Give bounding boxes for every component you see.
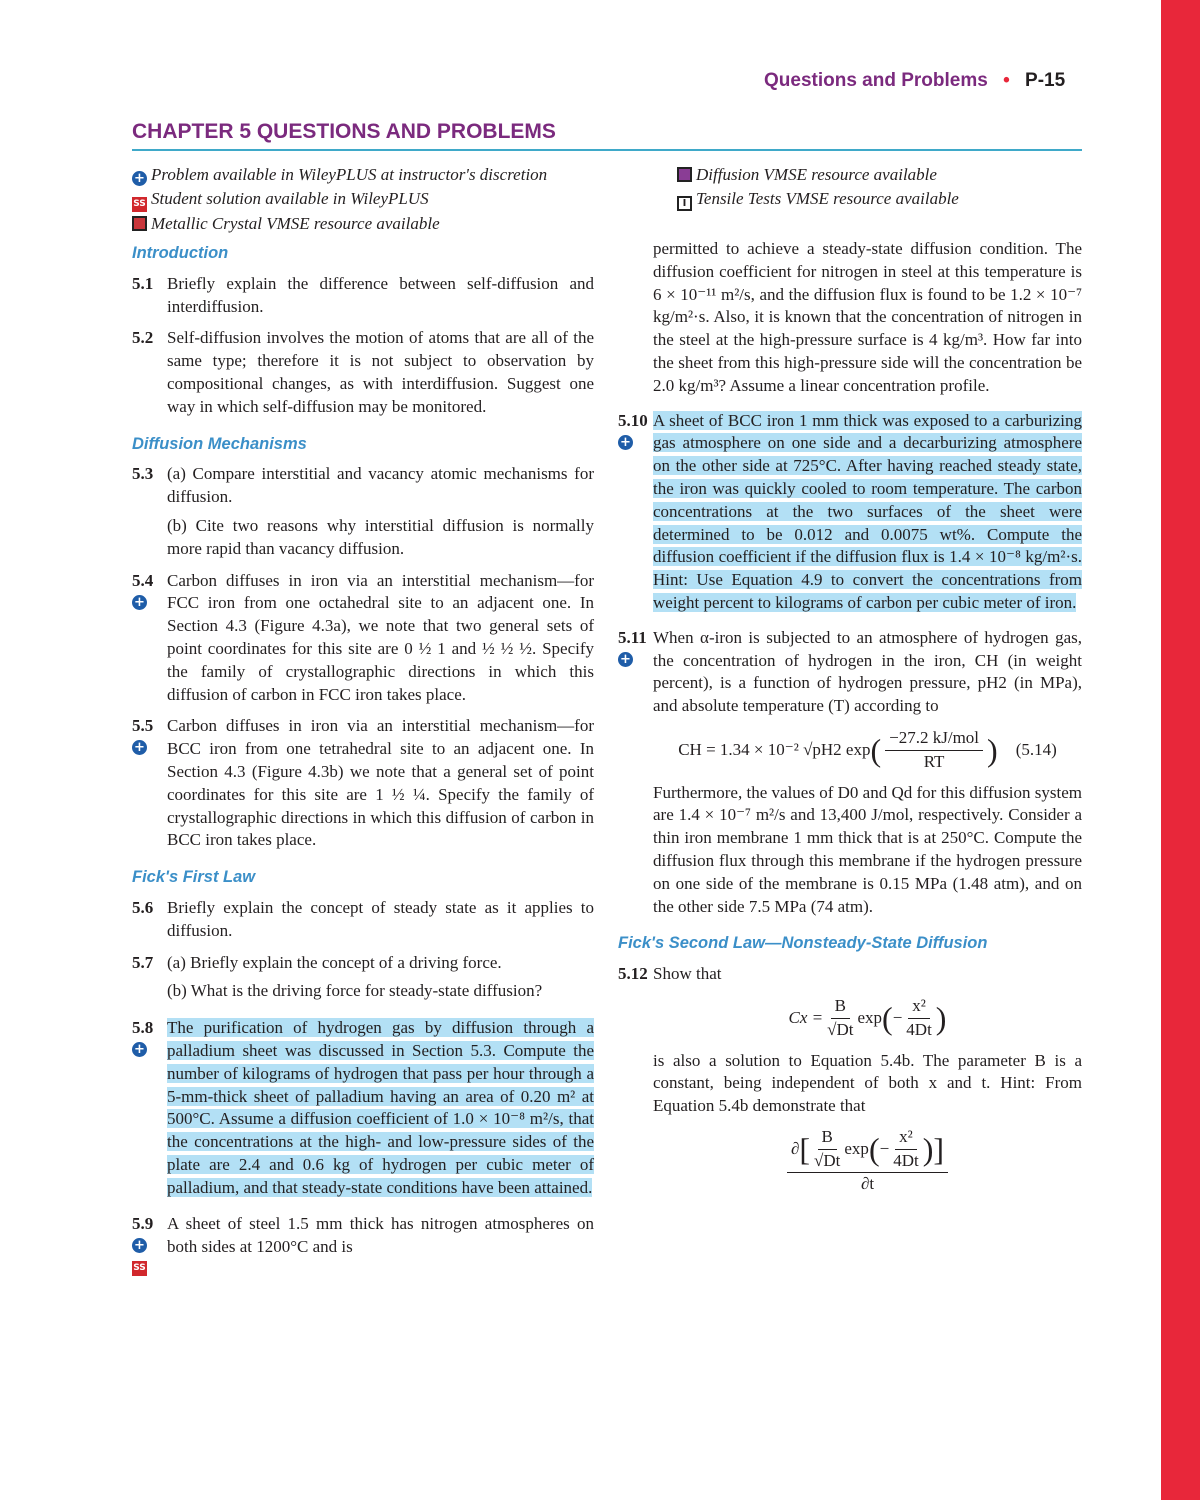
hint-denominator: ∂t	[860, 1174, 875, 1194]
ss-icon: SS	[132, 197, 147, 212]
problem-text: Briefly explain the difference between self-diffusion and interdiffusion.	[167, 273, 594, 316]
numerator: −27.2 kJ/mol	[885, 727, 983, 751]
problem-part-a: (a) Compare interstitial and vacancy atomic mechanisms for diffusion.	[167, 464, 594, 507]
problem-5-4	[132, 570, 594, 707]
equation-fraction-2	[906, 995, 932, 1042]
section-introduction: Introduction	[132, 244, 229, 262]
problem-5-12	[618, 963, 1082, 986]
legend-ss	[132, 187, 547, 212]
section-diffusion-mechanisms: Diffusion Mechanisms	[132, 434, 307, 453]
numerator: B	[818, 1126, 837, 1150]
page-edge-bar	[1161, 0, 1200, 1500]
problem-5-11	[618, 627, 1082, 718]
problem-number: 5.2	[132, 328, 154, 348]
problem-part-b: (b) Cite two reasons why interstitial diffusion is normally more rapid than vacancy diffusion.	[167, 515, 594, 558]
section-ficks-first-law: Fick's First Law	[132, 868, 256, 887]
equation-fraction	[885, 727, 983, 774]
paren-close: )	[935, 1000, 947, 1037]
paren-close: )	[987, 732, 998, 769]
legend-right	[677, 163, 959, 211]
equation-5-14	[653, 727, 1082, 774]
problem-number: 5.1	[132, 273, 154, 293]
legend-ss-text: Student solution available in WileyPLUS	[151, 189, 429, 208]
problem-number: 5.11	[618, 627, 647, 647]
running-head-bullet: •	[1003, 70, 1010, 91]
denominator: √Dt	[827, 1019, 854, 1039]
diffusion-icon	[677, 167, 692, 182]
problem-number: 5.4	[132, 570, 154, 590]
equation-lhs: Cx =	[788, 1007, 824, 1027]
tensile-icon: I	[677, 196, 692, 211]
problem-text: Self-diffusion involves the motion of atoms that are all of the same type; therefore it is not subject to observation by compositional changes, as with interdiffusion. Suggest one way in which self-diffusion may be monitored.	[167, 328, 594, 416]
hint-fraction-2	[893, 1126, 919, 1173]
problem-text: A sheet of steel 1.5 mm thick has nitrogen atmospheres on both sides at 1200°C and is	[167, 1214, 594, 1257]
problem-number: 5.8	[132, 1018, 154, 1038]
denominator: 4Dt	[893, 1150, 919, 1170]
right-column	[618, 238, 1082, 1204]
paren-open: (	[868, 1131, 880, 1168]
numerator: x²	[908, 995, 930, 1019]
denominator: 4Dt	[906, 1019, 932, 1039]
problem-5-5	[132, 715, 594, 852]
legend-diffusion	[677, 163, 959, 187]
problem-text: Briefly explain the concept of steady state as it applies to diffusion.	[167, 897, 594, 940]
equation-tag: (5.14)	[1015, 739, 1057, 759]
plus-icon: +	[618, 652, 633, 667]
legend-crystal-text: Metallic Crystal VMSE resource available	[151, 214, 440, 233]
plus-icon: +	[132, 740, 147, 755]
legend-plus	[132, 163, 547, 187]
bracket-open: [	[799, 1131, 811, 1168]
paren-open: (	[882, 1000, 893, 1037]
section-ficks-second-law: Fick's Second Law—Nonsteady-State Diffusion	[618, 934, 988, 953]
plus-icon: +	[132, 1238, 147, 1253]
left-column	[132, 238, 594, 1274]
ss-icon: SS	[132, 1261, 147, 1276]
problem-5-12-continued: is also a solution to Equation 5.4b. The parameter B is a constant, being independent of both x and t. Hint: From Equation 5.4b demonstrate that	[653, 1050, 1082, 1116]
problem-number: 5.3	[132, 464, 154, 484]
legend-tensile-text: Tensile Tests VMSE resource available	[696, 189, 959, 208]
problem-number: 5.7	[132, 952, 154, 972]
problem-5-9	[132, 1213, 594, 1274]
crystal-icon	[132, 216, 147, 231]
running-head-section: Questions and Problems	[764, 70, 988, 91]
plus-icon: +	[618, 435, 633, 450]
numerator: B	[831, 995, 850, 1019]
numerator: x²	[895, 1126, 917, 1150]
problem-5-9-continued: permitted to achieve a steady-state diffusion condition. The diffusion coefficient for nitrogen in steel at this temperature is 6 × 10⁻¹¹ m²/s, and the diffusion flux is found to be 1.2 × 10⁻⁷ kg/m²·s. Also, it is known that the concentration of nitrogen in the steel at the high-pressure surface is 4 kg/m³. How far into the sheet from this high-pressure side will the concentration be 2.0 kg/m³? Assume a linear concentration profile.	[653, 239, 1082, 395]
legend-diffusion-text: Diffusion VMSE resource available	[696, 165, 937, 184]
problem-number: 5.5	[132, 716, 154, 736]
running-head	[764, 70, 1065, 92]
legend-left	[132, 163, 547, 236]
problem-5-2	[132, 327, 594, 418]
problem-part-a: (a) Briefly explain the concept of a driving force.	[167, 952, 502, 972]
problem-5-1	[132, 273, 594, 319]
problem-5-7	[132, 952, 594, 1004]
equation-cx: Cx = $\frac{B}{√Dt}$ exp ( − $\frac{\text{x²}}{4Dt}$ )	[653, 995, 1082, 1042]
plus-icon: +	[132, 171, 147, 186]
problem-5-6	[132, 897, 594, 943]
plus-icon: +	[132, 1042, 147, 1057]
problem-5-10	[618, 410, 1082, 615]
problem-text-highlighted: A sheet of BCC iron 1 mm thick was exposed to a carburizing gas atmosphere on one side and a decarburizing atmosphere on the other side at 725°C. After having reached steady state, the iron was quickly cooled to room temperature. The carbon concentrations at the two surfaces of the sheet were determined to be 0.012 and 0.0075 wt%. Compute the diffusion coefficient if the diffusion flux is 1.4 × 10⁻⁸ kg/m²·s. Hint: Use Equation 4.9 to convert the concentrations from weight percent to kilograms of carbon per cubic meter of iron.	[653, 410, 1082, 612]
numerator-text: 27.2 kJ/mol	[898, 727, 980, 747]
problem-text: When α-iron is subjected to an atmosphere of hydrogen gas, the concentration of hydrogen in the iron, CH (in weight percent), is a function of hydrogen pressure, pH2 (in MPa), and absolute temperature (T) according to	[653, 627, 1082, 716]
problem-text: Carbon diffuses in iron via an interstitial mechanism—for BCC iron from one tetrahedral site to an adjacent one. In Section 4.3 (Figure 4.3b) we note that a general set of point coordinates for this site are 1 ½ ¼. Specify the family of crystallographic directions in which this diffusion of carbon in BCC iron takes place.	[167, 716, 594, 850]
problem-part-b: (b) What is the driving force for steady-state diffusion?	[167, 981, 543, 1001]
hint-numerator: ∂ [ $\frac{B}{√Dt}$ exp ( − $\frac{\text{x²}}{4Dt}$ ) ]	[787, 1126, 948, 1174]
chapter-title: CHAPTER 5 QUESTIONS AND PROBLEMS	[132, 120, 556, 143]
denominator: RT	[923, 751, 945, 771]
hint-fraction-1	[814, 1126, 840, 1173]
exp-label: exp	[857, 1007, 883, 1027]
equation-lhs: CH = 1.34 × 10⁻² √pH2 exp	[678, 739, 871, 759]
paren-open: (	[870, 732, 882, 769]
problem-number: 5.10	[618, 410, 648, 430]
problem-number: 5.6	[132, 897, 154, 917]
legend-plus-text: Problem available in WileyPLUS at instructor's discretion	[151, 165, 548, 184]
problem-5-11-continued: Furthermore, the values of D0 and Qd for this diffusion system are 1.4 × 10⁻⁷ m²/s and 13,400 J/mol, respectively. Consider a thin iron membrane 1 mm thick that is at 250°C. Compute the diffusion flux through this membrane if the hydrogen pressure on one side of the membrane is 0.15 MPa (1.48 atm), and on the other side 7.5 MPa (74 atm).	[653, 782, 1082, 916]
equation-fraction-1	[827, 995, 853, 1042]
partial-symbol: ∂	[790, 1138, 800, 1158]
exp-label: exp	[844, 1138, 869, 1158]
legend-crystal	[132, 212, 547, 236]
bracket-close: ]	[933, 1131, 944, 1168]
paren-close: )	[922, 1131, 934, 1168]
denominator: √Dt	[814, 1150, 841, 1170]
problem-text: Show that	[653, 964, 722, 984]
problem-text-highlighted: The purification of hydrogen gas by diffusion through a palladium sheet was discussed in Section 5.3. Compute the number of kilograms of hydrogen that pass per hour through a 5-mm-thick sheet of palladium having an area of 0.20 m² at 500°C. Assume a diffusion coefficient of 1.0 × 10⁻⁸ m²/s, that the concentrations at the high- and low-pressure sides of the plate are 2.4 and 0.6 kg of hydrogen per cubic meter of palladium, and that steady-state conditions have been attained.	[167, 1018, 594, 1197]
problem-5-3	[132, 463, 594, 560]
page-number: P-15	[1025, 70, 1066, 91]
problem-5-8	[132, 1017, 594, 1199]
plus-icon: +	[132, 595, 147, 610]
legend-tensile	[677, 187, 959, 211]
problem-text: Carbon diffuses in iron via an interstitial mechanism—for FCC iron from one octahedral site to an adjacent one. In Section 4.3 (Figure 4.3a), we note that two general sets of point coordinates for this site are 0 ½ 1 and ½ ½ ½. Specify the family of crystallographic directions in which this diffusion of carbon in FCC iron takes place.	[167, 570, 594, 704]
problem-number: 5.12	[618, 964, 648, 984]
equation-hint	[653, 1126, 1082, 1196]
problem-number: 5.9	[132, 1214, 154, 1234]
title-rule	[132, 149, 1082, 151]
